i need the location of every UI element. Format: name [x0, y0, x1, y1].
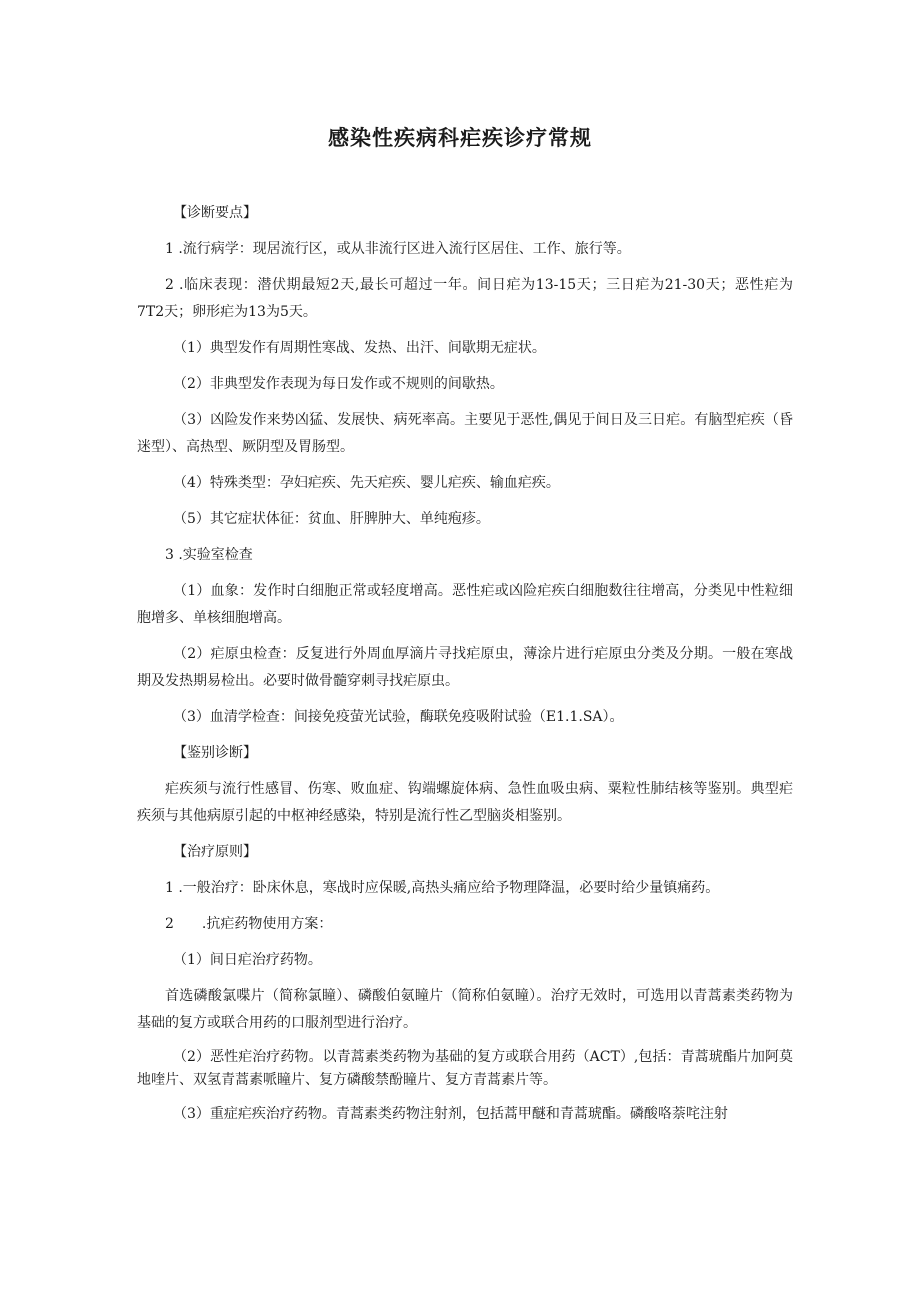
section-heading-differential: 【鉴别诊断】 — [173, 745, 257, 761]
paragraph-vivax-detail: 首选磷酸氯喋片（简称氯瞳）、磷酸伯氨瞳片（简称伯氨瞳）。治疗无效时，可选用以青蒿素类药物为基础的复方或联合用药的口服剂型进行治疗。 — [137, 988, 793, 1031]
paragraph-differential: 疟疾须与流行性感冒、伤寒、败血症、钩端螺旋体病、急性血吸虫病、粟粒性肺结核等鉴别。典型疟疾须与其他病原引起的中枢神经感染，特别是流行性乙型脑炎相鉴别。 — [137, 781, 793, 824]
paragraph-falciparum-drugs: （2）恶性疟治疗药物。以青蒿素类药物为基础的复方或联合用药（ACT）,包括：青蒿琥酯片加阿莫地喹片、双氢青蒿素哌瞳片、复方磷酸禁酚瞳片、复方青蒿素片等。 — [137, 1049, 793, 1088]
paragraph-blood-count: （1）血象：发作时白细胞正常或轻度增高。恶性疟或凶险疟疾白细胞数往往增高，分类见中性粒细胞增多、单核细胞增高。 — [137, 583, 793, 626]
paragraph-serology: （3）血清学检查：间接免疫萤光试验，酶联免疫吸附试验（E1.1.SA）。 — [173, 709, 624, 725]
document-body — [137, 200, 793, 1137]
paragraph-special-types: （4）特殊类型：孕妇疟疾、先天疟疾、婴儿疟疾、输血疟疾。 — [173, 475, 560, 491]
paragraph-other-signs: （5）其它症状体征：贫血、肝脾肿大、单纯疱疹。 — [173, 511, 490, 527]
paragraph-lab-tests: 3 .实验室检查 — [165, 547, 253, 563]
section-heading-treatment: 【治疗原则】 — [173, 844, 257, 860]
paragraph-drug-regimen: 2 .抗疟药物使用方案： — [165, 916, 333, 932]
paragraph-epidemiology: 1 .流行病学：现居流行区，或从非流行区进入流行区居住、工作、旅行等。 — [165, 241, 631, 257]
paragraph-general-treatment: 1 .一般治疗：卧床休息，寒战时应保暖,高热头痛应给予物理降温，必要时给少量镇痛药。 — [165, 880, 720, 896]
paragraph-parasite-test: （2）疟原虫检查：反复进行外周血厚滴片寻找疟原虫，薄涂片进行疟原虫分类及分期。一般在寒战期及发热期易检出。必要时做骨髓穿刺寻找疟原虫。 — [137, 646, 793, 689]
paragraph-severe-attack: （3）凶险发作来势凶猛、发展快、病死率高。主要见于恶性,偶见于间日及三日疟。有脑型疟疾（昏迷型）、高热型、厥阴型及胃肠型。 — [137, 412, 793, 455]
paragraph-atypical-attack: （2）非典型发作表现为每日发作或不规则的间歇热。 — [173, 376, 504, 392]
paragraph-typical-attack: （1）典型发作有周期性寒战、发热、出汗、间歇期无症状。 — [173, 340, 546, 356]
document-title: 感染性疾病科疟疾诊疗常规 — [328, 126, 592, 150]
paragraph-vivax-drugs: （1）间日疟治疗药物。 — [173, 952, 322, 968]
section-heading-diagnosis: 【诊断要点】 — [173, 205, 257, 221]
paragraph-severe-drugs: （3）重症疟疾治疗药物。青蒿素类药物注射剂，包括蒿甲醚和青蒿琥酯。磷酸咯萘咤注射 — [173, 1106, 728, 1122]
paragraph-clinical: 2 .临床表现：潜伏期最短2天,最长可超过一年。间日疟为13-15天；三日疟为21-30天；恶性疟为7T2天；卵形疟为13为5天。 — [137, 277, 793, 320]
